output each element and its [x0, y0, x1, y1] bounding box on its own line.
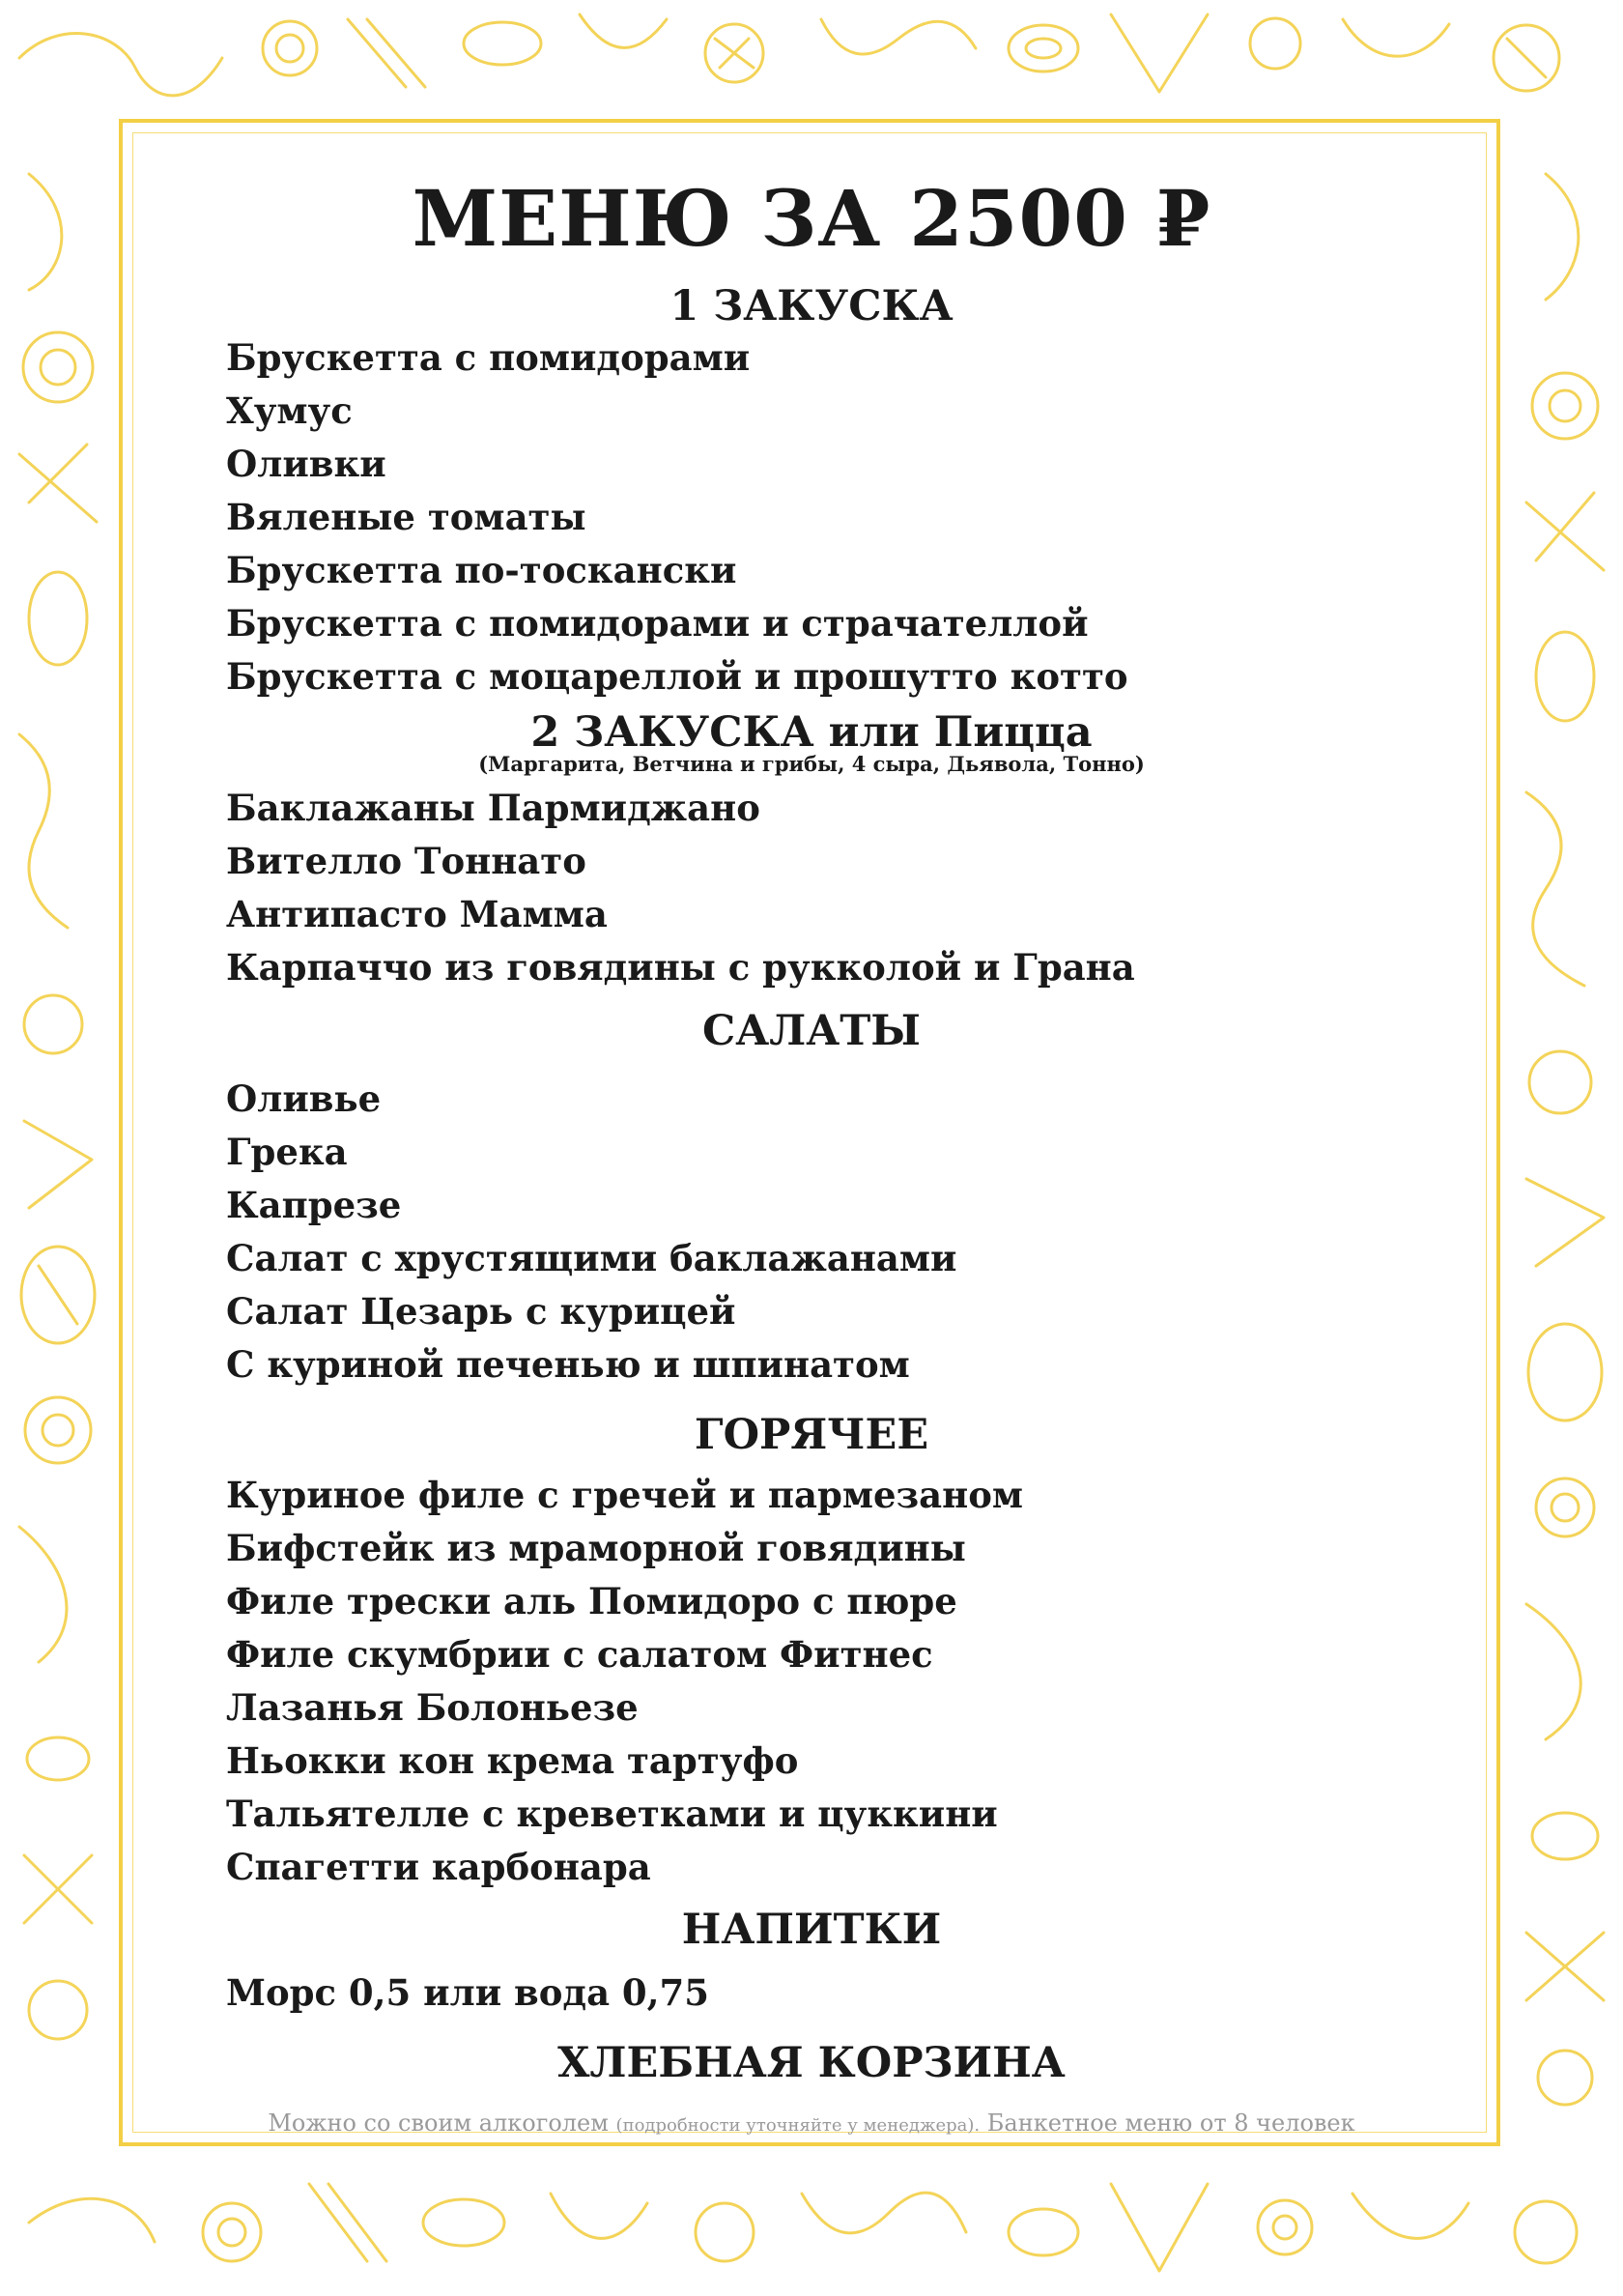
appetizer2-list: [226, 782, 1135, 994]
section-heading-hot: ГОРЯЧЕЕ: [694, 1411, 929, 1459]
ruble-sign: ₽: [1155, 173, 1211, 264]
menu-item: Салат Цезарь с курицей: [226, 1290, 736, 1333]
appetizer1-list: [226, 331, 1128, 703]
menu-item: Филе скумбрии с салатом Фитнес: [226, 1633, 933, 1676]
menu-item: Спагетти карбонара: [226, 1846, 651, 1888]
salads-list: [226, 1073, 956, 1392]
menu-item: Филе трески аль Помидоро с пюре: [226, 1580, 957, 1622]
menu-item: Антипасто Мамма: [226, 893, 608, 935]
menu-item: Тальятелле с креветками и цуккини: [226, 1793, 998, 1835]
menu-title: [0, 172, 1623, 265]
menu-item: Оливки: [226, 443, 386, 485]
menu-item: Вителло Тоннато: [226, 840, 586, 882]
footer-note: [0, 2108, 1623, 2141]
menu-item: Вяленые томаты: [226, 496, 586, 538]
menu-item: Салат с хрустящими баклажанами: [226, 1237, 957, 1279]
section-heading-salads: САЛАТЫ: [702, 1007, 921, 1055]
menu-item: Морс 0,5 или вода 0,75: [226, 1971, 710, 2014]
hot-list: [226, 1469, 1023, 1894]
section-heading-drinks: НАПИТКИ: [681, 1906, 942, 1954]
menu-item: С куриной печенью и шпинатом: [226, 1343, 910, 1386]
menu-item: Грека: [226, 1131, 348, 1173]
footer-note-details: (подробности уточняйте у менеджера).: [615, 2115, 981, 2136]
menu-item: Брускетта с помидорами и страчателлой: [226, 602, 1089, 645]
menu-item: Баклажаны Пармиджано: [226, 787, 760, 829]
menu-item: Оливье: [226, 1077, 382, 1120]
pizza-options-note: (Маргарита, Ветчина и грибы, 4 сыра, Дьявола, Тонно): [478, 752, 1145, 776]
menu-item: Куриное филе с гречей и пармезаном: [226, 1474, 1024, 1516]
menu-item: Брускетта с помидорами: [226, 336, 751, 379]
menu-item: Карпаччо из говядины с рукколой и Грана: [226, 946, 1135, 989]
menu-item: Капрезе: [226, 1184, 402, 1226]
drinks-list: [226, 1966, 709, 2020]
menu-item: Ньокки кон крема тартуфо: [226, 1739, 799, 1782]
footer-note-banquet: Банкетное меню от 8 человек: [986, 2109, 1355, 2137]
menu-item: Брускетта по-тоскански: [226, 549, 737, 591]
menu-title-text: МЕНЮ ЗА 2500: [412, 173, 1128, 264]
section-heading-appetizer1: 1 ЗАКУСКА: [669, 282, 954, 330]
menu-item: Брускетта с моцареллой и прошутто котто: [226, 655, 1128, 698]
section-heading-appetizer2: 2 ЗАКУСКА или Пицца: [530, 708, 1093, 757]
footer-note-alcohol: Можно со своим алкоголем: [268, 2109, 609, 2137]
menu-item: Лазанья Болоньезе: [226, 1686, 639, 1729]
menu-item: Бифстейк из мраморной говядины: [226, 1527, 966, 1569]
section-heading-bread: ХЛЕБНАЯ КОРЗИНА: [557, 2039, 1066, 2087]
menu-item: Хумус: [226, 389, 353, 432]
